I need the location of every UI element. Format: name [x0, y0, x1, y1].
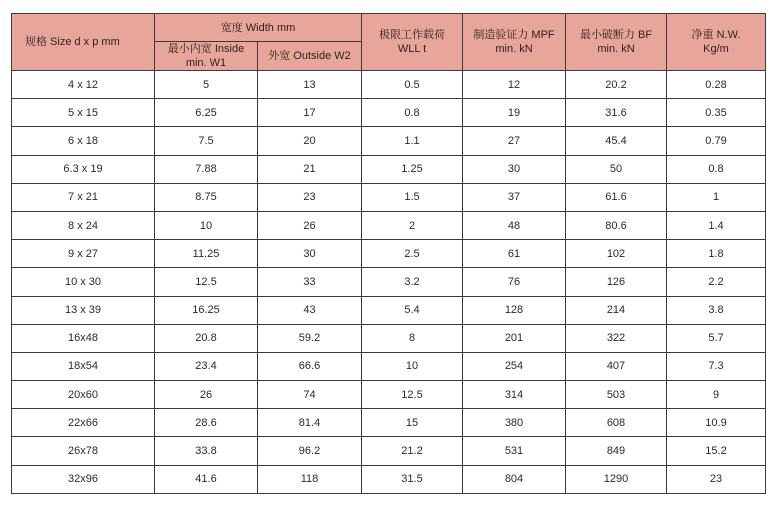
header-outside-w2: 外宽 Outside W2 [258, 42, 362, 71]
cell-wll: 2.5 [362, 240, 463, 268]
table-row [12, 211, 766, 239]
cell-w1: 10 [155, 211, 258, 239]
cell-mpf: 12 [463, 71, 566, 99]
cell-wll: 2 [362, 211, 463, 239]
cell-size: 26x78 [12, 437, 155, 465]
cell-size: 5 x 15 [12, 99, 155, 127]
cell-bf: 503 [566, 381, 667, 409]
cell-nw: 1 [667, 183, 766, 211]
cell-bf: 20.2 [566, 71, 667, 99]
cell-size: 7 x 21 [12, 183, 155, 211]
header-size: 规格 Size d x p mm [12, 14, 155, 71]
cell-bf: 102 [566, 240, 667, 268]
cell-mpf: 37 [463, 183, 566, 211]
cell-mpf: 27 [463, 127, 566, 155]
table-row [12, 127, 766, 155]
cell-mpf: 254 [463, 352, 566, 380]
cell-w1: 16.25 [155, 296, 258, 324]
table-row [12, 183, 766, 211]
table-row [12, 437, 766, 465]
header-bf-line1: 最小破断力 BF [579, 29, 653, 41]
cell-w1: 6.25 [155, 99, 258, 127]
cell-w2: 17 [258, 99, 362, 127]
cell-wll: 1.5 [362, 183, 463, 211]
cell-mpf: 314 [463, 381, 566, 409]
cell-wll: 3.2 [362, 268, 463, 296]
cell-w1: 8.75 [155, 183, 258, 211]
cell-size: 6 x 18 [12, 127, 155, 155]
cell-size: 9 x 27 [12, 240, 155, 268]
cell-bf: 50 [566, 155, 667, 183]
cell-mpf: 48 [463, 211, 566, 239]
cell-size: 13 x 39 [12, 296, 155, 324]
cell-w2: 13 [258, 71, 362, 99]
cell-w1: 7.88 [155, 155, 258, 183]
cell-nw: 1.4 [667, 211, 766, 239]
cell-mpf: 30 [463, 155, 566, 183]
table-row [12, 324, 766, 352]
cell-w2: 21 [258, 155, 362, 183]
cell-bf: 849 [566, 437, 667, 465]
cell-nw: 9 [667, 381, 766, 409]
cell-w2: 23 [258, 183, 362, 211]
cell-size: 32x96 [12, 465, 155, 493]
cell-bf: 80.6 [566, 211, 667, 239]
cell-bf: 322 [566, 324, 667, 352]
cell-bf: 407 [566, 352, 667, 380]
cell-mpf: 201 [463, 324, 566, 352]
cell-size: 10 x 30 [12, 268, 155, 296]
cell-wll: 0.8 [362, 99, 463, 127]
table-row [12, 268, 766, 296]
table-row [12, 409, 766, 437]
header-nw-line2: Kg/m [703, 43, 729, 55]
cell-mpf: 380 [463, 409, 566, 437]
header-inside-w1 [155, 42, 258, 71]
cell-mpf: 128 [463, 296, 566, 324]
cell-nw: 0.35 [667, 99, 766, 127]
table-row [12, 240, 766, 268]
header-mpf-line2: min. kN [495, 43, 533, 55]
cell-nw: 0.79 [667, 127, 766, 155]
cell-wll: 10 [362, 352, 463, 380]
cell-nw: 3.8 [667, 296, 766, 324]
cell-nw: 15.2 [667, 437, 766, 465]
cell-w1: 12.5 [155, 268, 258, 296]
table-row [12, 465, 766, 493]
cell-nw: 5.7 [667, 324, 766, 352]
cell-wll: 21.2 [362, 437, 463, 465]
cell-w2: 118 [258, 465, 362, 493]
cell-wll: 15 [362, 409, 463, 437]
cell-w2: 26 [258, 211, 362, 239]
header-nw-line1: 净重 N.W. [691, 29, 741, 41]
cell-wll: 8 [362, 324, 463, 352]
header-wll-line2: WLL t [397, 43, 427, 55]
cell-w1: 28.6 [155, 409, 258, 437]
cell-w1: 41.6 [155, 465, 258, 493]
cell-bf: 126 [566, 268, 667, 296]
cell-bf: 31.6 [566, 99, 667, 127]
cell-w1: 7.5 [155, 127, 258, 155]
cell-w2: 33 [258, 268, 362, 296]
cell-wll: 5.4 [362, 296, 463, 324]
cell-w2: 96.2 [258, 437, 362, 465]
cell-w1: 11.25 [155, 240, 258, 268]
cell-w2: 81.4 [258, 409, 362, 437]
header-width-group: 宽度 Width mm [155, 14, 362, 42]
cell-w2: 20 [258, 127, 362, 155]
cell-bf: 1290 [566, 465, 667, 493]
cell-size: 18x54 [12, 352, 155, 380]
cell-w1: 23.4 [155, 352, 258, 380]
cell-size: 6.3 x 19 [12, 155, 155, 183]
table-row [12, 71, 766, 99]
chain-spec-table [11, 13, 766, 494]
header-inside-line2: min. W1 [185, 57, 227, 69]
header-inside-line1: 最小内宽 Inside [167, 43, 245, 55]
cell-w1: 26 [155, 381, 258, 409]
cell-mpf: 531 [463, 437, 566, 465]
cell-bf: 214 [566, 296, 667, 324]
cell-w2: 74 [258, 381, 362, 409]
header-mpf-line1: 制造验证力 MPF [473, 29, 555, 41]
table-row [12, 352, 766, 380]
header-mpf [463, 14, 566, 71]
cell-size: 8 x 24 [12, 211, 155, 239]
header-bf-line2: min. kN [597, 43, 635, 55]
cell-nw: 7.3 [667, 352, 766, 380]
cell-wll: 31.5 [362, 465, 463, 493]
cell-wll: 12.5 [362, 381, 463, 409]
cell-nw: 1.8 [667, 240, 766, 268]
cell-w2: 30 [258, 240, 362, 268]
cell-nw: 10.9 [667, 409, 766, 437]
table-row [12, 99, 766, 127]
cell-w2: 66.6 [258, 352, 362, 380]
cell-w2: 59.2 [258, 324, 362, 352]
cell-mpf: 61 [463, 240, 566, 268]
table-row [12, 155, 766, 183]
cell-bf: 608 [566, 409, 667, 437]
chain-spec-table-container [11, 13, 765, 495]
header-bf [566, 14, 667, 71]
header-wll-line1: 极限工作载荷 [379, 29, 445, 41]
cell-size: 20x60 [12, 381, 155, 409]
cell-size: 22x66 [12, 409, 155, 437]
table-row [12, 296, 766, 324]
cell-wll: 1.25 [362, 155, 463, 183]
cell-mpf: 804 [463, 465, 566, 493]
cell-bf: 61.6 [566, 183, 667, 211]
cell-nw: 23 [667, 465, 766, 493]
cell-size: 4 x 12 [12, 71, 155, 99]
table-header [12, 14, 766, 71]
cell-w1: 33.8 [155, 437, 258, 465]
cell-w1: 5 [155, 71, 258, 99]
cell-mpf: 19 [463, 99, 566, 127]
header-nw [667, 14, 766, 71]
cell-size: 16x48 [12, 324, 155, 352]
table-body [12, 71, 766, 494]
cell-nw: 0.28 [667, 71, 766, 99]
cell-wll: 1.1 [362, 127, 463, 155]
cell-nw: 2.2 [667, 268, 766, 296]
header-wll [362, 14, 463, 71]
cell-mpf: 76 [463, 268, 566, 296]
cell-bf: 45.4 [566, 127, 667, 155]
cell-wll: 0.5 [362, 71, 463, 99]
cell-w2: 43 [258, 296, 362, 324]
table-row [12, 381, 766, 409]
cell-w1: 20.8 [155, 324, 258, 352]
cell-nw: 0.8 [667, 155, 766, 183]
